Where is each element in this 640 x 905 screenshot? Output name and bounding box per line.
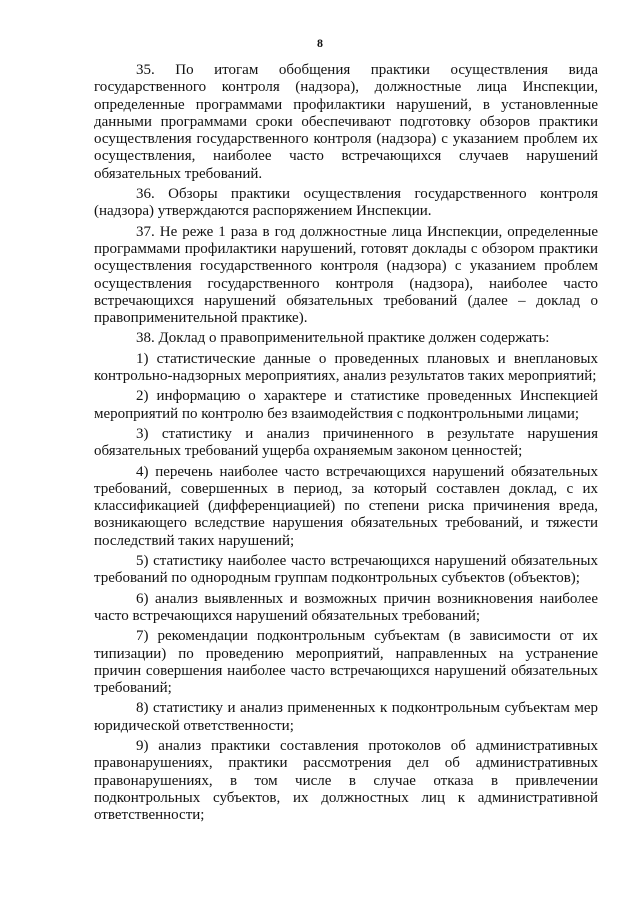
list-item-6: 6) анализ выявленных и возможных причин возникновения наиболее часто встречающихся нарушений обязательных требований;: [94, 590, 598, 624]
list-item-3: 3) статистику и анализ причиненного в результате нарушения обязательных требований ущерба охраняемым законом ценностей;: [94, 425, 598, 460]
list-item-9: 9) анализ практики составления протоколов об административных правонарушениях, практики рассмотрения дел об административных правонарушениях, в том числе в случае отказа в привлечении подконтрольных субъектов, их должностных лиц к административной ответственности;: [94, 737, 598, 824]
paragraph-36: 36. Обзоры практики осуществления государственного контроля (надзора) утверждаются распоряжением Инспекции.: [94, 186, 598, 220]
page-number: 8: [317, 36, 323, 50]
list-item-8: 8) статистику и анализ примененных к подконтрольным субъектам мер юридической ответственности;: [94, 700, 598, 734]
paragraph-37: 37. Не реже 1 раза в год должностные лица Инспекции, определенные программами профилактики нарушений, готовят доклады с обзором практики осуществления государственного контроля (надзора) с указанием проблем осуществления государственного контроля (надзора), наиболее часто встречающихся нарушений обязательных требований (далее – доклад о правоприменительной практике).: [94, 223, 598, 327]
document-body: [94, 62, 598, 827]
list-item-4: 4) перечень наиболее часто встречающихся нарушений обязательных требований, совершенных в период, за который составлен доклад, с их классификацией (дифференциацией) по степени риска причинения вреда, возникающего вследствие нарушения обязательных требований, и тяжести последствий таких нарушений;: [94, 463, 598, 549]
list-item-5: 5) статистику наиболее часто встречающихся нарушений обязательных требований по однородным группам подконтрольных субъектов (объектов);: [94, 553, 598, 587]
paragraph-35: 35. По итогам обобщения практики осуществления вида государственного контроля (надзора), должностные лица Инспекции, определенные программами профилактики нарушений, в установленные данными программами сроки обеспечивают подготовку обзоров практики осуществления государственного контроля (надзора) с указанием проблем их осуществления, наиболее часто встречающихся случаев нарушений обязательных требований.: [94, 62, 598, 182]
list-item-7: 7) рекомендации подконтрольным субъектам (в зависимости от их типизации) по проведению мероприятий, направленных на устранение причин совершения наиболее часто встречающихся нарушений обязательных требований;: [94, 628, 598, 697]
list-item-2: 2) информацию о характере и статистике проведенных Инспекцией мероприятий по контролю без взаимодействия с подконтрольными лицами;: [94, 388, 598, 422]
paragraph-38: 38. Доклад о правоприменительной практике должен содержать:: [136, 330, 550, 347]
list-item-1: 1) статистические данные о проведенных плановых и внеплановых контрольно-надзорных мероприятиях, анализ результатов таких мероприятий;: [94, 350, 598, 385]
